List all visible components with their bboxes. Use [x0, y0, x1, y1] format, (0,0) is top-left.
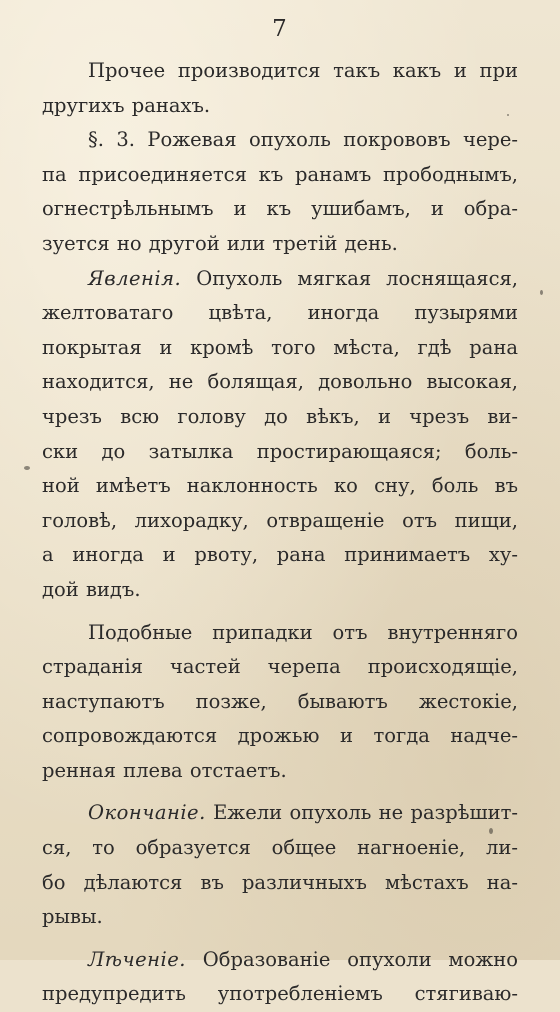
text-line: ся, то образуется общее нагноеніе, ли-: [42, 836, 518, 860]
text-line: рывы.: [42, 905, 103, 929]
body-text: [42, 54, 518, 1012]
text-line: желтоватаго цвѣта, иногда пузырями: [42, 301, 518, 325]
section-term: Окончаніе.: [88, 801, 206, 825]
paragraph-gap: [42, 788, 518, 796]
ink-speck: [24, 466, 30, 470]
text-line: чрезъ всю голову до вѣкъ, и чрезъ ви-: [42, 404, 518, 428]
text-line: наступаютъ позже, бываютъ жестокіе,: [42, 689, 518, 713]
text-line: ски до затылка простирающаяся; боль-: [42, 439, 518, 463]
paragraph: [42, 262, 518, 608]
text-line: ной имѣетъ наклонность ко сну, боль въ: [42, 474, 518, 498]
section-term: Лѣченіе.: [88, 947, 186, 971]
section-term: Явленія.: [88, 266, 182, 290]
ink-speck: [540, 290, 543, 295]
text-line: а иногда и рвоту, рана принимаетъ ху-: [42, 543, 518, 567]
text-run: Ежели опухоль не разрѣшит-: [205, 801, 518, 825]
text-line: [42, 262, 518, 297]
text-line: §. 3. Рожевая опухоль покрововъ чере-: [88, 128, 518, 152]
paragraph: [42, 796, 518, 934]
paragraph-gap: [42, 608, 518, 616]
text-line: Подобные припадки отъ внутренняго: [88, 620, 518, 644]
text-line: огнестрѣльнымъ и къ ушибамъ, и обра-: [42, 197, 518, 221]
paragraph-gap: [42, 935, 518, 943]
text-run: Образованіе опухоли можно: [185, 947, 518, 971]
text-line: Прочее производится такъ какъ и при: [88, 59, 518, 82]
text-line: зуется но другой или третій день.: [42, 231, 398, 255]
text-line: покрытая и кромѣ того мѣста, гдѣ рана: [42, 335, 518, 359]
text-line: предупредить употребленіемъ стягиваю-: [42, 982, 518, 1006]
text-line: сопровождаются дрожью и тогда надче-: [42, 724, 518, 748]
paragraph: [42, 54, 518, 123]
paragraph: [42, 123, 518, 261]
text-line: головѣ, лихорадку, отвращеніе отъ пищи,: [42, 508, 518, 532]
text-line: [42, 943, 518, 978]
text-line: па присоединяется къ ранамъ прободнымъ,: [42, 162, 518, 186]
text-line: [42, 796, 518, 831]
ink-speck: [489, 828, 493, 834]
text-line: находится, не болящая, довольно высокая,: [42, 370, 518, 394]
text-line: дой видъ.: [42, 577, 141, 601]
text-run: Опухоль мягкая лоснящаяся,: [181, 266, 518, 290]
text-line: ренная плева отстаетъ.: [42, 758, 287, 782]
paragraph: [42, 616, 518, 789]
text-line: бо дѣлаются въ различныхъ мѣстахъ на-: [42, 870, 518, 894]
ink-speck: [507, 114, 509, 116]
text-line: страданія частей черепа происходящіе,: [42, 655, 518, 679]
paragraph: [42, 943, 518, 1012]
page-number: 7: [272, 16, 288, 42]
text-line: другихъ ранахъ.: [42, 93, 211, 117]
